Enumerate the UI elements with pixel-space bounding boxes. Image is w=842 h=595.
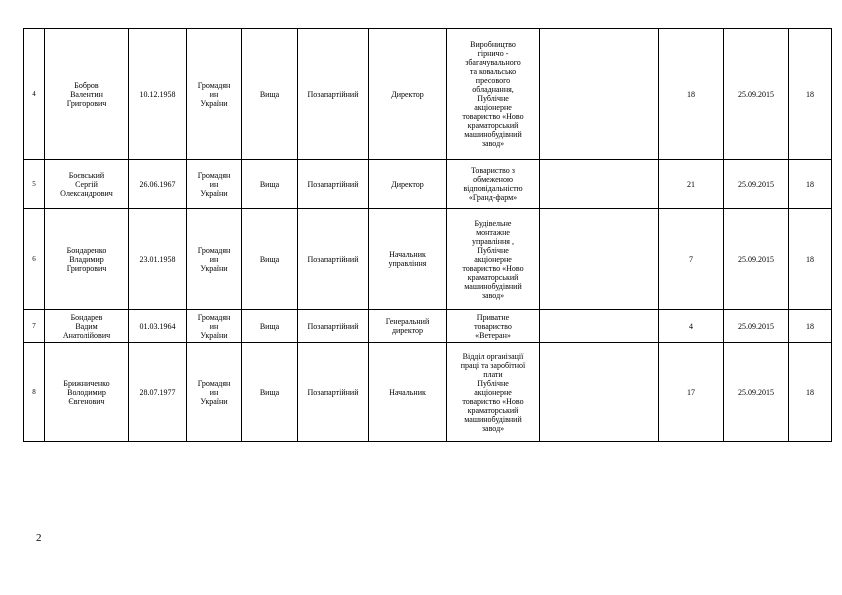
- candidate-name: Бондарев Вадим Анатолійович: [62, 312, 111, 340]
- decision-number-cell: [789, 343, 832, 442]
- workplace-cell: [447, 310, 540, 343]
- citizenship-cell: [187, 310, 242, 343]
- table-row: [24, 343, 832, 442]
- education: Вища: [259, 89, 280, 99]
- decision-number: 18: [806, 89, 814, 99]
- candidate-name-cell: [45, 209, 129, 310]
- decision-number-cell: [789, 209, 832, 310]
- decision-number: 18: [806, 321, 814, 331]
- workplace: Відділ організації праці та заробітної плати Публічне акціонерне товариство «Ново краматорський машинобудівний завод»: [460, 351, 526, 433]
- education: Вища: [259, 321, 280, 331]
- district-number: 17: [687, 387, 695, 397]
- workplace-cell: [447, 343, 540, 442]
- district-number: 18: [687, 89, 695, 99]
- row-number: 6: [32, 254, 36, 263]
- citizenship-cell: [187, 160, 242, 209]
- birth-date: 10.12.1958: [139, 89, 176, 99]
- row-number: 8: [32, 387, 36, 396]
- district-number-cell: [659, 160, 724, 209]
- candidates-table: [23, 28, 832, 442]
- decision-number-cell: [789, 160, 832, 209]
- position-cell: [369, 310, 447, 343]
- position-cell: [369, 29, 447, 160]
- position-cell: [369, 160, 447, 209]
- candidate-name-cell: [45, 29, 129, 160]
- education-cell: [242, 343, 298, 442]
- registration-date: 25.09.2015: [738, 89, 774, 99]
- decision-number: 18: [806, 179, 814, 189]
- position: Генеральний директор: [385, 317, 430, 335]
- table-row: [24, 160, 832, 209]
- birth-date: 01.03.1964: [139, 321, 176, 331]
- citizenship-cell: [187, 343, 242, 442]
- education-cell: [242, 160, 298, 209]
- education-cell: [242, 310, 298, 343]
- position: Начальник: [389, 387, 426, 397]
- district-number-cell: [659, 343, 724, 442]
- table-row: [24, 29, 832, 160]
- birth-date-cell: [129, 310, 187, 343]
- party-affiliation: Позапартійний: [307, 179, 359, 189]
- district-number: 21: [687, 179, 695, 189]
- party-affiliation: Позапартійний: [307, 321, 359, 331]
- education-cell: [242, 29, 298, 160]
- birth-date-cell: [129, 29, 187, 160]
- registration-date-cell: [724, 310, 789, 343]
- district-number-cell: [659, 209, 724, 310]
- district-number: 7: [689, 254, 693, 264]
- decision-number: 18: [806, 387, 814, 397]
- position: Начальник управління: [388, 250, 427, 268]
- position-cell: [369, 343, 447, 442]
- candidate-name: Бобров Валентин Григорович: [66, 80, 107, 108]
- candidate-name: Брижниченко Володимир Євгенович: [63, 378, 110, 406]
- citizenship: Громадян ин України: [197, 245, 231, 273]
- row-number-cell: [24, 343, 45, 442]
- party-affiliation-cell: [298, 310, 369, 343]
- education: Вища: [259, 387, 280, 397]
- workplace: Виробництво гірничо - збагачувального та ковальсько пресового обладнання, Публічне акціонерне товариство «Ново краматорський машинобудівний завод»: [462, 40, 524, 148]
- row-number: 4: [32, 89, 36, 98]
- registration-date: 25.09.2015: [738, 179, 774, 189]
- workplace-cell: [447, 29, 540, 160]
- table-body: [24, 29, 832, 442]
- district-number-cell: [659, 310, 724, 343]
- citizenship-cell: [187, 209, 242, 310]
- position-cell: [369, 209, 447, 310]
- row-number-cell: [24, 310, 45, 343]
- birth-date: 26.06.1967: [139, 179, 176, 189]
- education: Вища: [259, 254, 280, 264]
- birth-date-cell: [129, 209, 187, 310]
- birth-date: 28.07.1977: [139, 387, 176, 397]
- party-affiliation-cell: [298, 343, 369, 442]
- citizenship: Громадян ин України: [197, 170, 231, 198]
- row-number-cell: [24, 209, 45, 310]
- workplace-cell: [447, 160, 540, 209]
- registration-date-cell: [724, 209, 789, 310]
- decision-number-cell: [789, 29, 832, 160]
- registration-date: 25.09.2015: [738, 387, 774, 397]
- district-number: 4: [689, 321, 693, 331]
- registration-date-cell: [724, 343, 789, 442]
- row-number: 7: [32, 321, 36, 330]
- party-affiliation-cell: [298, 160, 369, 209]
- position: Директор: [391, 179, 424, 189]
- candidate-name: Бондаренко Владимир Григорович: [66, 245, 107, 273]
- registration-date: 25.09.2015: [738, 321, 774, 331]
- birth-date-cell: [129, 343, 187, 442]
- candidate-name-cell: [45, 160, 129, 209]
- education-cell: [242, 209, 298, 310]
- position: Директор: [391, 89, 424, 99]
- party-affiliation-cell: [298, 29, 369, 160]
- registration-date: 25.09.2015: [738, 254, 774, 264]
- party-affiliation: Позапартійний: [307, 254, 359, 264]
- workplace: Товариство з обмеженою відповідальністю «Гранд-фарм»: [463, 166, 523, 202]
- workplace-cell: [447, 209, 540, 310]
- residence-cell: [540, 209, 659, 310]
- candidate-name-cell: [45, 310, 129, 343]
- residence-cell: [540, 160, 659, 209]
- birth-date: 23.01.1958: [139, 254, 176, 264]
- registration-date-cell: [724, 29, 789, 160]
- registration-date-cell: [724, 160, 789, 209]
- residence-cell: [540, 310, 659, 343]
- candidate-name: Боєвський Сергій Олександрович: [60, 170, 113, 198]
- residence-cell: [540, 29, 659, 160]
- workplace: Будівельне монтажне управління , Публічне акціонерне товариство «Ново краматорський машинобудівний завод»: [462, 218, 524, 300]
- education: Вища: [259, 179, 280, 189]
- decision-number-cell: [789, 310, 832, 343]
- residence-cell: [540, 343, 659, 442]
- row-number-cell: [24, 160, 45, 209]
- table-row: [24, 209, 832, 310]
- party-affiliation: Позапартійний: [307, 387, 359, 397]
- birth-date-cell: [129, 160, 187, 209]
- row-number: 5: [32, 179, 36, 188]
- workplace: Приватне товариство «Ветеран»: [474, 312, 512, 340]
- citizenship: Громадян ин України: [197, 80, 231, 108]
- row-number-cell: [24, 29, 45, 160]
- candidate-name-cell: [45, 343, 129, 442]
- party-affiliation: Позапартійний: [307, 89, 359, 99]
- citizenship-cell: [187, 29, 242, 160]
- district-number-cell: [659, 29, 724, 160]
- citizenship: Громадян ин України: [197, 312, 231, 340]
- citizenship: Громадян ин України: [197, 378, 231, 406]
- decision-number: 18: [806, 254, 814, 264]
- table-row: [24, 310, 832, 343]
- page-number: 2: [36, 532, 42, 544]
- party-affiliation-cell: [298, 209, 369, 310]
